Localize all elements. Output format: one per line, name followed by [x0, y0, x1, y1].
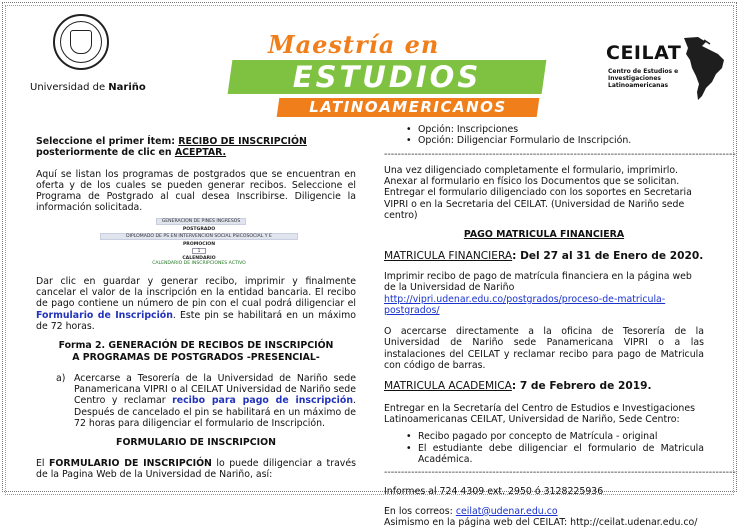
print-paragraph: Una vez diligenciado completamente el formulario, imprimirlo. Anexar al formulario en físico los Documentos que se solicitan. Entregar el formulario diligenciado con los soportes en Secretaria VIPRI o en la Secretaria del CEILAT. (Universidad de Nariño sede centro) — [384, 164, 692, 222]
correos: En los correos: ceilat@udenar.edu.co — [384, 505, 558, 517]
email-link[interactable]: ceilat@udenar.edu.co — [455, 505, 558, 517]
informes: Informes al 724 4309 ext. 2950 ó 3128225936 — [384, 486, 604, 498]
generacion-select: GENERACION DE PINES INGRESOS — [156, 218, 246, 225]
formulario-title: FORMULARIO DE INSCRIPCION — [116, 437, 276, 449]
recibo-link[interactable]: recibo para pago de inscripción — [172, 395, 354, 407]
formulario-paragraph: El FORMULARIO DE INSCRIPCIÓN lo puede diligenciar a través de la Pagina Web de la Universidad de Nariño, así: — [36, 457, 357, 480]
vipri-link[interactable]: http://vipri.udenar.edu.co/postgrados/proceso-de-matricula-postgrados/ — [384, 293, 666, 316]
step-instruction: Seleccione el primer Ítem: RECIBO DE INSCRIPCIÓN posteriormente de clic en ACEPTAR. — [36, 136, 307, 159]
calendario-value: CALENDARIO DE INSCRIPCIONES ACTIVO — [152, 260, 246, 266]
logo-band-green — [228, 60, 547, 94]
payment-paragraph: Dar clic en guardar y generar recibo, imprimir y finalmente cancelar el valor de la inscripción en la entidad bancaria. El recibo de pago contiene un número de pin con el cual podrá diligenciar el Formulario de Inscripción. Este pin se habilitará en un máximo de 72 horas. — [36, 275, 356, 332]
logo-line-1: Maestría en — [268, 30, 440, 59]
formulario-link[interactable]: Formulario de Inscripción — [36, 309, 173, 321]
list-item: • Opción: Inscripciones — [384, 124, 704, 135]
left-column — [36, 124, 356, 486]
separator: -------------------------------------------------------------------------------------------------------- — [384, 148, 736, 160]
logo-line-2: ESTUDIOS — [292, 60, 482, 94]
list-item: • El estudiante debe diligenciar el formulario de Matricula Académica. — [384, 443, 704, 466]
ceilat-subtitle: Centro de Estudios e Investigaciones Latinoamericanas — [608, 68, 679, 89]
calendario-label: CALENDARIO — [182, 255, 216, 261]
entregar-paragraph: Entregar en la Secretaría del Centro de Estudios e Investigaciones Latinoamericanas CEILAT, Universidad de Nariño, Sede Centro: — [384, 402, 695, 425]
options-list — [384, 124, 704, 147]
promocion-label: PROMOCION — [182, 241, 216, 247]
list-item: • Opción: Diligenciar Formulario de Inscripción. — [384, 135, 704, 146]
recibo-paragraph: Imprimir recibo de pago de matrícula financiera en la página web de la Universidad de Nariño http://vipri.udenar.edu.co/postgrados/proceso-de-matricula-postgrados/ — [384, 270, 692, 316]
forma2-title: Forma 2. GENERACIÓN DE RECIBOS DE INSCRIPCIÓN A PROGRAMAS DE POSTGRADOS -PRESENCIAL- — [58, 340, 334, 363]
matricula-financiera: MATRICULA FINANCIERA: Del 27 al 31 de Enero de 2020. — [384, 249, 704, 262]
form-screenshot — [100, 218, 298, 268]
tesoreria-paragraph: O acercarse directamente a la oficina de Tesorería de la Universidad de Nariño sede Panamericana VIPRI o a las instalaciones del CEILAT y reclamar recibo para pago de Matricula con código de barras. — [384, 326, 704, 372]
pago-title: PAGO MATRICULA FINANCIERA — [463, 229, 625, 241]
logo-band-orange — [277, 98, 540, 117]
header — [10, 8, 731, 120]
udenar-logo — [30, 14, 146, 93]
promocion-select: 1 — [192, 248, 206, 254]
udenar-label: Universidad de Nariño — [30, 82, 146, 93]
posgrado-label: POSTGRADO — [182, 226, 216, 232]
latin-america-map-icon — [680, 36, 726, 102]
webpage-line: Asimismo en la página web del CEILAT: http://ceilat.udenar.edu.co/ — [384, 517, 698, 528]
list-item: • Recibo pagado por concepto de Matrícula - original — [384, 431, 704, 442]
posgrado-select: DIPLOMADO DE PS EN INTERVENCION SOCIAL PSICOSOCIAL Y E — [100, 233, 298, 240]
item-a-marker: a) — [56, 372, 66, 384]
right-column — [384, 124, 736, 528]
separator: -------------------------------------------------------------------------------------------------------- — [384, 467, 736, 479]
ceilat-logo — [606, 38, 728, 108]
maestria-logo — [218, 30, 550, 120]
ceilat-name: CEILAT — [606, 42, 682, 64]
matricula-academica: MATRICULA ACADEMICA: 7 de Febrero de 2019. — [384, 380, 652, 393]
requirements-list — [384, 431, 704, 465]
university-seal-icon — [53, 14, 109, 70]
item-a: a) Acercarse a Tesorería de la Universidad de Nariño sede Panamericana VIPRI o al CEILAT Universidad de Nariño sede Centro y reclamar recibo para pago de inscripción. Después de cancelado el pin se habilitará en un máximo de 72 horas para diligenciar el formulario de Inscripción. — [56, 372, 356, 430]
logo-line-3: LATINOAMERICANOS — [309, 98, 507, 116]
programs-paragraph: Aquí se listan los programas de postgrados que se encuentran en oferta y de los cuales se pueden generar recibos. Seleccione el Programa de Postgrado al cual desea Inscribirse. Diligencie la información solicitada. — [36, 168, 356, 214]
